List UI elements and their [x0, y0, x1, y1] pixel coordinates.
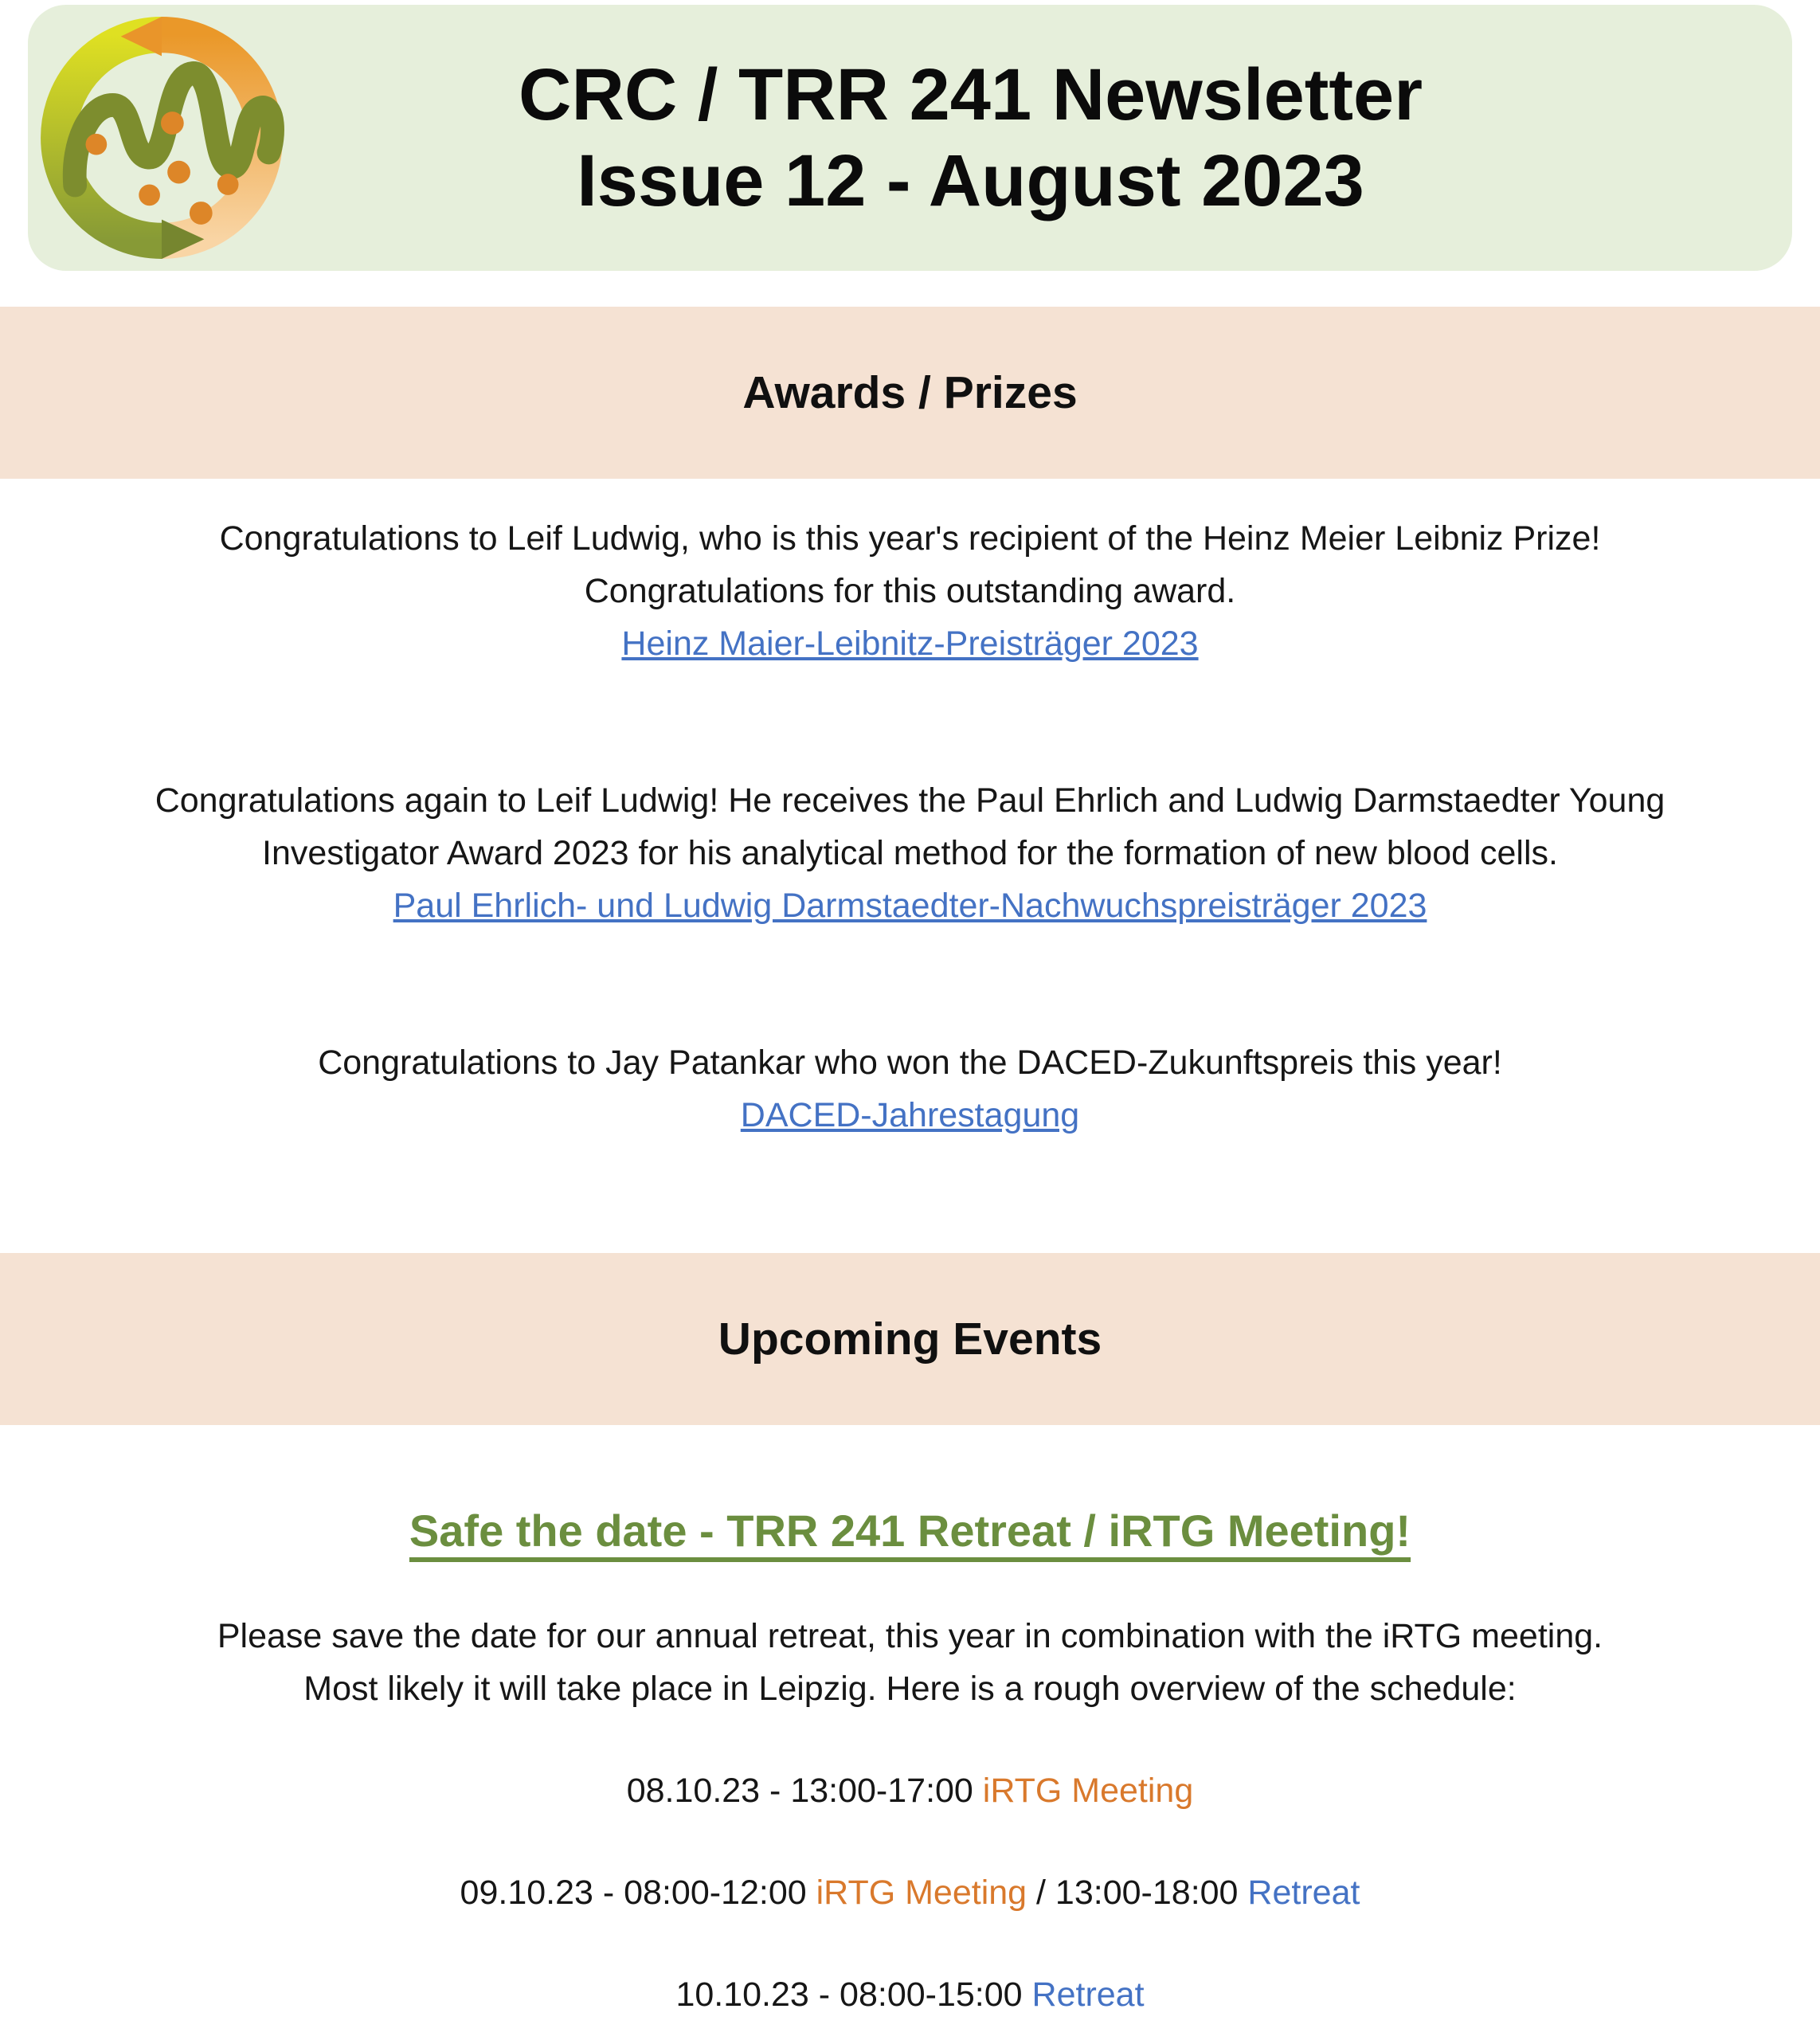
safe-the-date-text: Safe the date - TRR 241 Retreat / iRTG Meeting! — [409, 1506, 1411, 1556]
paragraph-line: Congratulations to Jay Patankar who won the DACED-Zukunftspreis this year! — [318, 1044, 1502, 1082]
schedule-datetime: 10.10.23 - 08:00-15:00 — [675, 1975, 1032, 2014]
paragraph-line: Congratulations to Leif Ludwig, who is this year's recipient of the Heinz Meier Leibniz Prize! — [219, 519, 1601, 558]
awards-section-band — [0, 307, 1820, 479]
award-paragraph-paul-ehrlich — [0, 774, 1820, 932]
schedule-irtg-meeting-label: iRTG Meeting — [982, 1772, 1194, 1810]
paragraph-line: Investigator Award 2023 for his analytical method for the formation of new blood cells. — [262, 834, 1558, 872]
newsletter-page — [0, 5, 1820, 2021]
events-heading: Upcoming Events — [718, 1314, 1102, 1365]
events-section-band — [0, 1253, 1820, 1425]
link-paul-ehrlich-nachwuchspreistraeger[interactable]: Paul Ehrlich- und Ludwig Darmstaedter-Nachwuchspreisträger 2023 — [393, 887, 1427, 925]
retreat-intro-paragraph — [0, 1610, 1820, 1715]
schedule-datetime: 09.10.23 - 08:00-12:00 — [460, 1874, 816, 1912]
paragraph-line: Congratulations for this outstanding award. — [584, 572, 1236, 610]
link-daced-jahrestagung[interactable]: DACED-Jahrestagung — [740, 1096, 1080, 1134]
paragraph-line: Please save the date for our annual retreat, this year in combination with the iRTG meeting. — [217, 1617, 1603, 1655]
paragraph-line: Congratulations again to Leif Ludwig! He receives the Paul Ehrlich and Ludwig Darmstaedter Young — [155, 781, 1665, 820]
crc-trr241-logo-icon — [39, 15, 284, 260]
title-line-1: CRC / TRR 241 Newsletter — [519, 54, 1423, 135]
schedule-line-3 — [0, 1968, 1820, 2021]
schedule-datetime: 08.10.23 - 13:00-17:00 — [626, 1772, 983, 1810]
schedule-retreat-label: Retreat — [1031, 1975, 1145, 2014]
schedule-irtg-meeting-label: iRTG Meeting — [816, 1874, 1027, 1912]
schedule-retreat-label: Retreat — [1247, 1874, 1360, 1912]
schedule-line-1 — [0, 1764, 1820, 1817]
award-paragraph-leibniz — [0, 512, 1820, 670]
events-content — [0, 1505, 1820, 2021]
title-line-2: Issue 12 - August 2023 — [577, 140, 1364, 221]
awards-content — [0, 512, 1820, 1141]
schedule-line-2 — [0, 1866, 1820, 1919]
newsletter-header — [28, 5, 1792, 271]
schedule-datetime: / 13:00-18:00 — [1027, 1874, 1248, 1912]
link-heinz-maier-leibnitz-preistraeger[interactable]: Heinz Maier-Leibnitz-Preisträger 2023 — [621, 625, 1199, 663]
award-paragraph-daced — [0, 1036, 1820, 1141]
paragraph-line: Most likely it will take place in Leipzig. Here is a rough overview of the schedule: — [303, 1670, 1517, 1708]
newsletter-title — [284, 52, 1792, 224]
awards-heading: Awards / Prizes — [742, 367, 1078, 418]
safe-the-date-subheading — [0, 1505, 1820, 1559]
